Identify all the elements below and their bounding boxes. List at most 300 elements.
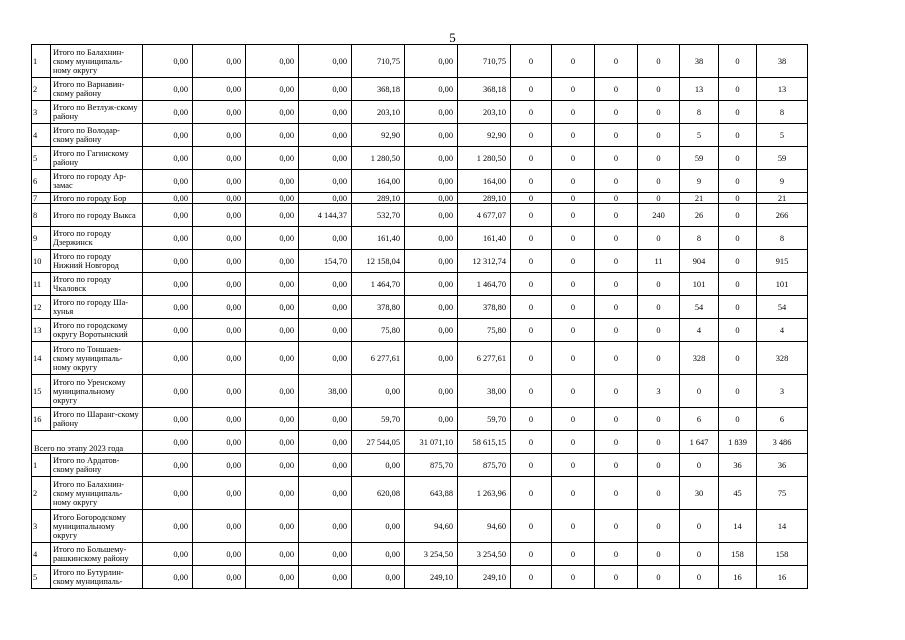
cell-col-11: 0 bbox=[638, 510, 680, 543]
cell-col-11: 0 bbox=[638, 431, 680, 454]
cell-col-6: 0,00 bbox=[405, 147, 458, 170]
cell-col-14: 328 bbox=[757, 342, 808, 375]
cell-col-12: 5 bbox=[680, 124, 719, 147]
cell-col-3: 0,00 bbox=[246, 78, 299, 101]
cell-col-9: 0 bbox=[552, 204, 595, 227]
cell-col-8: 0 bbox=[511, 454, 552, 477]
cell-col-13: 45 bbox=[719, 477, 757, 510]
cell-col-7: 58 615,15 bbox=[458, 431, 511, 454]
table-row bbox=[32, 510, 808, 543]
cell-col-4: 38,00 bbox=[299, 375, 352, 408]
cell-col-1: 0,00 bbox=[143, 124, 193, 147]
cell-col-4: 0,00 bbox=[299, 124, 352, 147]
cell-col-5: 0,00 bbox=[352, 566, 405, 589]
cell-col-14: 3 bbox=[757, 375, 808, 408]
cell-col-2: 0,00 bbox=[193, 193, 246, 204]
cell-col-5: 1 464,70 bbox=[352, 273, 405, 296]
cell-col-6: 0,00 bbox=[405, 375, 458, 408]
cell-col-1: 0,00 bbox=[143, 543, 193, 566]
cell-col-10: 0 bbox=[595, 78, 638, 101]
cell-col-7: 249,10 bbox=[458, 566, 511, 589]
cell-col-9: 0 bbox=[552, 147, 595, 170]
row-name: Итого по Ветлуж-скому району bbox=[51, 101, 143, 124]
cell-col-12: 8 bbox=[680, 101, 719, 124]
cell-col-12: 328 bbox=[680, 342, 719, 375]
cell-col-2: 0,00 bbox=[193, 124, 246, 147]
cell-col-11: 0 bbox=[638, 124, 680, 147]
cell-col-12: 30 bbox=[680, 477, 719, 510]
cell-col-6: 0,00 bbox=[405, 319, 458, 342]
cell-col-10: 0 bbox=[595, 408, 638, 431]
cell-col-5: 378,80 bbox=[352, 296, 405, 319]
cell-col-2: 0,00 bbox=[193, 227, 246, 250]
cell-col-3: 0,00 bbox=[246, 101, 299, 124]
table-row bbox=[32, 78, 808, 101]
cell-col-9: 0 bbox=[552, 454, 595, 477]
cell-col-12: 0 bbox=[680, 375, 719, 408]
row-name: Итого по Уренскому муниципальному округу bbox=[51, 375, 143, 408]
cell-col-1: 0,00 bbox=[143, 170, 193, 193]
cell-col-3: 0,00 bbox=[246, 147, 299, 170]
cell-col-5: 532,70 bbox=[352, 204, 405, 227]
table-row bbox=[32, 227, 808, 250]
cell-col-10: 0 bbox=[595, 147, 638, 170]
cell-col-12: 4 bbox=[680, 319, 719, 342]
row-index: 15 bbox=[32, 375, 51, 408]
cell-col-12: 26 bbox=[680, 204, 719, 227]
cell-col-1: 0,00 bbox=[143, 510, 193, 543]
cell-col-11: 11 bbox=[638, 250, 680, 273]
cell-col-3: 0,00 bbox=[246, 45, 299, 78]
cell-col-12: 0 bbox=[680, 454, 719, 477]
cell-col-14: 101 bbox=[757, 273, 808, 296]
cell-col-9: 0 bbox=[552, 510, 595, 543]
cell-col-8: 0 bbox=[511, 431, 552, 454]
cell-col-14: 8 bbox=[757, 101, 808, 124]
cell-col-9: 0 bbox=[552, 296, 595, 319]
cell-col-5: 0,00 bbox=[352, 375, 405, 408]
cell-col-8: 0 bbox=[511, 147, 552, 170]
cell-col-1: 0,00 bbox=[143, 454, 193, 477]
cell-col-4: 0,00 bbox=[299, 147, 352, 170]
table-row bbox=[32, 296, 808, 319]
cell-col-8: 0 bbox=[511, 566, 552, 589]
cell-col-3: 0,00 bbox=[246, 273, 299, 296]
cell-col-4: 0,00 bbox=[299, 319, 352, 342]
cell-col-3: 0,00 bbox=[246, 170, 299, 193]
cell-col-5: 710,75 bbox=[352, 45, 405, 78]
cell-col-10: 0 bbox=[595, 124, 638, 147]
cell-col-13: 0 bbox=[719, 375, 757, 408]
cell-col-11: 0 bbox=[638, 227, 680, 250]
cell-col-14: 3 486 bbox=[757, 431, 808, 454]
cell-col-6: 0,00 bbox=[405, 78, 458, 101]
cell-col-13: 0 bbox=[719, 342, 757, 375]
cell-col-11: 0 bbox=[638, 170, 680, 193]
cell-col-6: 0,00 bbox=[405, 273, 458, 296]
cell-col-4: 0,00 bbox=[299, 431, 352, 454]
cell-col-11: 0 bbox=[638, 566, 680, 589]
cell-col-2: 0,00 bbox=[193, 250, 246, 273]
row-name: Итого по городу Нижний Новгород bbox=[51, 250, 143, 273]
cell-col-7: 368,18 bbox=[458, 78, 511, 101]
cell-col-4: 0,00 bbox=[299, 78, 352, 101]
cell-col-12: 13 bbox=[680, 78, 719, 101]
cell-col-6: 0,00 bbox=[405, 408, 458, 431]
cell-col-12: 1 647 bbox=[680, 431, 719, 454]
cell-col-11: 0 bbox=[638, 193, 680, 204]
cell-col-6: 0,00 bbox=[405, 170, 458, 193]
cell-col-2: 0,00 bbox=[193, 101, 246, 124]
cell-col-9: 0 bbox=[552, 342, 595, 375]
row-name: Итого по городу Чкаловск bbox=[51, 273, 143, 296]
cell-col-13: 0 bbox=[719, 147, 757, 170]
cell-col-12: 21 bbox=[680, 193, 719, 204]
cell-col-3: 0,00 bbox=[246, 510, 299, 543]
cell-col-8: 0 bbox=[511, 204, 552, 227]
cell-col-14: 14 bbox=[757, 510, 808, 543]
cell-col-5: 161,40 bbox=[352, 227, 405, 250]
cell-col-9: 0 bbox=[552, 45, 595, 78]
cell-col-6: 0,00 bbox=[405, 342, 458, 375]
table-row bbox=[32, 454, 808, 477]
cell-col-6: 31 071,10 bbox=[405, 431, 458, 454]
row-name: Итого по Шаранг-скому району bbox=[51, 408, 143, 431]
cell-col-7: 92,90 bbox=[458, 124, 511, 147]
row-index: 14 bbox=[32, 342, 51, 375]
row-name: Итого по городу Бор bbox=[51, 193, 143, 204]
cell-col-10: 0 bbox=[595, 273, 638, 296]
row-index: 9 bbox=[32, 227, 51, 250]
cell-col-11: 0 bbox=[638, 78, 680, 101]
row-index: 3 bbox=[32, 101, 51, 124]
cell-col-5: 203,10 bbox=[352, 101, 405, 124]
cell-col-10: 0 bbox=[595, 45, 638, 78]
cell-col-10: 0 bbox=[595, 510, 638, 543]
cell-col-3: 0,00 bbox=[246, 227, 299, 250]
cell-col-2: 0,00 bbox=[193, 45, 246, 78]
cell-col-9: 0 bbox=[552, 566, 595, 589]
cell-col-4: 0,00 bbox=[299, 342, 352, 375]
cell-col-10: 0 bbox=[595, 193, 638, 204]
table-row bbox=[32, 273, 808, 296]
cell-col-4: 0,00 bbox=[299, 193, 352, 204]
cell-col-4: 0,00 bbox=[299, 101, 352, 124]
page-number: 5 bbox=[449, 30, 456, 45]
cell-col-9: 0 bbox=[552, 319, 595, 342]
cell-col-8: 0 bbox=[511, 510, 552, 543]
cell-col-3: 0,00 bbox=[246, 431, 299, 454]
cell-col-11: 0 bbox=[638, 101, 680, 124]
cell-col-6: 0,00 bbox=[405, 193, 458, 204]
cell-col-13: 0 bbox=[719, 78, 757, 101]
cell-col-9: 0 bbox=[552, 250, 595, 273]
cell-col-6: 0,00 bbox=[405, 250, 458, 273]
cell-col-3: 0,00 bbox=[246, 566, 299, 589]
cell-col-13: 0 bbox=[719, 273, 757, 296]
cell-col-11: 0 bbox=[638, 408, 680, 431]
cell-col-4: 0,00 bbox=[299, 408, 352, 431]
row-name: Итого по городу Выкса bbox=[51, 204, 143, 227]
cell-col-8: 0 bbox=[511, 375, 552, 408]
cell-col-7: 75,80 bbox=[458, 319, 511, 342]
row-name: Итого по Тоншаев-скому муниципаль-ному округу bbox=[51, 342, 143, 375]
table-row bbox=[32, 250, 808, 273]
cell-col-14: 915 bbox=[757, 250, 808, 273]
row-index: 3 bbox=[32, 510, 51, 543]
row-name: Итого по Володар-скому району bbox=[51, 124, 143, 147]
cell-col-4: 0,00 bbox=[299, 566, 352, 589]
row-name: Итого по городу Дзержинск bbox=[51, 227, 143, 250]
cell-col-5: 0,00 bbox=[352, 543, 405, 566]
cell-col-14: 8 bbox=[757, 227, 808, 250]
cell-col-5: 1 280,50 bbox=[352, 147, 405, 170]
cell-col-6: 0,00 bbox=[405, 124, 458, 147]
cell-col-3: 0,00 bbox=[246, 250, 299, 273]
row-index: 1 bbox=[32, 454, 51, 477]
cell-col-2: 0,00 bbox=[193, 170, 246, 193]
cell-col-5: 0,00 bbox=[352, 454, 405, 477]
cell-col-2: 0,00 bbox=[193, 319, 246, 342]
cell-col-14: 36 bbox=[757, 454, 808, 477]
cell-col-2: 0,00 bbox=[193, 408, 246, 431]
data-table bbox=[31, 44, 808, 589]
cell-col-3: 0,00 bbox=[246, 477, 299, 510]
cell-col-1: 0,00 bbox=[143, 342, 193, 375]
cell-col-5: 0,00 bbox=[352, 510, 405, 543]
row-index: 11 bbox=[32, 273, 51, 296]
table-row bbox=[32, 170, 808, 193]
cell-col-4: 0,00 bbox=[299, 543, 352, 566]
cell-col-14: 59 bbox=[757, 147, 808, 170]
cell-col-2: 0,00 bbox=[193, 431, 246, 454]
cell-col-9: 0 bbox=[552, 408, 595, 431]
cell-col-13: 158 bbox=[719, 543, 757, 566]
table-row bbox=[32, 45, 808, 78]
cell-col-3: 0,00 bbox=[246, 204, 299, 227]
cell-col-2: 0,00 bbox=[193, 566, 246, 589]
row-index: 2 bbox=[32, 477, 51, 510]
table-row bbox=[32, 204, 808, 227]
cell-col-4: 4 144,37 bbox=[299, 204, 352, 227]
cell-col-2: 0,00 bbox=[193, 296, 246, 319]
cell-col-13: 0 bbox=[719, 296, 757, 319]
cell-col-1: 0,00 bbox=[143, 273, 193, 296]
cell-col-6: 0,00 bbox=[405, 45, 458, 78]
cell-col-13: 0 bbox=[719, 124, 757, 147]
cell-col-4: 0,00 bbox=[299, 510, 352, 543]
cell-col-12: 0 bbox=[680, 566, 719, 589]
cell-col-7: 6 277,61 bbox=[458, 342, 511, 375]
cell-col-2: 0,00 bbox=[193, 147, 246, 170]
cell-col-4: 0,00 bbox=[299, 45, 352, 78]
cell-col-4: 0,00 bbox=[299, 477, 352, 510]
cell-col-11: 3 bbox=[638, 375, 680, 408]
cell-col-11: 0 bbox=[638, 273, 680, 296]
cell-col-12: 54 bbox=[680, 296, 719, 319]
row-index: 5 bbox=[32, 566, 51, 589]
cell-col-8: 0 bbox=[511, 45, 552, 78]
cell-col-1: 0,00 bbox=[143, 296, 193, 319]
cell-col-2: 0,00 bbox=[193, 375, 246, 408]
cell-col-7: 1 263,96 bbox=[458, 477, 511, 510]
cell-col-11: 0 bbox=[638, 477, 680, 510]
cell-col-10: 0 bbox=[595, 101, 638, 124]
cell-col-7: 289,10 bbox=[458, 193, 511, 204]
cell-col-8: 0 bbox=[511, 124, 552, 147]
cell-col-2: 0,00 bbox=[193, 477, 246, 510]
cell-col-6: 875,70 bbox=[405, 454, 458, 477]
cell-col-13: 0 bbox=[719, 250, 757, 273]
table-row bbox=[32, 319, 808, 342]
total-label: Всего по этапу 2023 года bbox=[32, 431, 143, 454]
cell-col-5: 289,10 bbox=[352, 193, 405, 204]
row-index: 12 bbox=[32, 296, 51, 319]
cell-col-9: 0 bbox=[552, 124, 595, 147]
cell-col-10: 0 bbox=[595, 250, 638, 273]
cell-col-7: 203,10 bbox=[458, 101, 511, 124]
cell-col-11: 240 bbox=[638, 204, 680, 227]
row-name: Итого по городу Ша-хунья bbox=[51, 296, 143, 319]
cell-col-7: 161,40 bbox=[458, 227, 511, 250]
cell-col-7: 378,80 bbox=[458, 296, 511, 319]
cell-col-5: 368,18 bbox=[352, 78, 405, 101]
row-name: Итого по Балахнин-скому муниципаль-ному округу bbox=[51, 45, 143, 78]
table-row bbox=[32, 543, 808, 566]
row-index: 7 bbox=[32, 193, 51, 204]
cell-col-9: 0 bbox=[552, 375, 595, 408]
cell-col-13: 0 bbox=[719, 45, 757, 78]
cell-col-14: 16 bbox=[757, 566, 808, 589]
row-name: Итого по Варнавин-скому району bbox=[51, 78, 143, 101]
cell-col-4: 0,00 bbox=[299, 227, 352, 250]
cell-col-10: 0 bbox=[595, 543, 638, 566]
cell-col-9: 0 bbox=[552, 101, 595, 124]
cell-col-4: 0,00 bbox=[299, 273, 352, 296]
cell-col-1: 0,00 bbox=[143, 375, 193, 408]
cell-col-13: 0 bbox=[719, 408, 757, 431]
cell-col-3: 0,00 bbox=[246, 342, 299, 375]
cell-col-11: 0 bbox=[638, 454, 680, 477]
cell-col-12: 904 bbox=[680, 250, 719, 273]
cell-col-13: 14 bbox=[719, 510, 757, 543]
row-index: 10 bbox=[32, 250, 51, 273]
cell-col-8: 0 bbox=[511, 193, 552, 204]
cell-col-1: 0,00 bbox=[143, 250, 193, 273]
cell-col-9: 0 bbox=[552, 170, 595, 193]
row-name: Итого по Балахнин-скому муниципаль-ному округу bbox=[51, 477, 143, 510]
cell-col-14: 13 bbox=[757, 78, 808, 101]
table-row bbox=[32, 124, 808, 147]
cell-col-12: 38 bbox=[680, 45, 719, 78]
cell-col-7: 1 280,50 bbox=[458, 147, 511, 170]
cell-col-10: 0 bbox=[595, 375, 638, 408]
cell-col-13: 0 bbox=[719, 227, 757, 250]
cell-col-12: 8 bbox=[680, 227, 719, 250]
row-name: Итого по Ардатов-скому району bbox=[51, 454, 143, 477]
cell-col-5: 27 544,05 bbox=[352, 431, 405, 454]
cell-col-12: 9 bbox=[680, 170, 719, 193]
cell-col-6: 0,00 bbox=[405, 204, 458, 227]
cell-col-10: 0 bbox=[595, 342, 638, 375]
cell-col-8: 0 bbox=[511, 342, 552, 375]
cell-col-13: 16 bbox=[719, 566, 757, 589]
cell-col-1: 0,00 bbox=[143, 566, 193, 589]
cell-col-9: 0 bbox=[552, 273, 595, 296]
table-row bbox=[32, 147, 808, 170]
cell-col-13: 0 bbox=[719, 101, 757, 124]
cell-col-3: 0,00 bbox=[246, 296, 299, 319]
cell-col-7: 3 254,50 bbox=[458, 543, 511, 566]
cell-col-2: 0,00 bbox=[193, 454, 246, 477]
table-row bbox=[32, 342, 808, 375]
row-name: Итого по Большему-рашкинскому району bbox=[51, 543, 143, 566]
cell-col-14: 6 bbox=[757, 408, 808, 431]
cell-col-13: 36 bbox=[719, 454, 757, 477]
row-name: Итого по Бутурлин-скому муниципаль- bbox=[51, 566, 143, 589]
cell-col-10: 0 bbox=[595, 566, 638, 589]
cell-col-14: 266 bbox=[757, 204, 808, 227]
cell-col-2: 0,00 bbox=[193, 273, 246, 296]
row-index: 2 bbox=[32, 78, 51, 101]
cell-col-4: 0,00 bbox=[299, 170, 352, 193]
row-index: 4 bbox=[32, 543, 51, 566]
cell-col-9: 0 bbox=[552, 227, 595, 250]
cell-col-6: 643,88 bbox=[405, 477, 458, 510]
cell-col-3: 0,00 bbox=[246, 454, 299, 477]
cell-col-9: 0 bbox=[552, 78, 595, 101]
cell-col-14: 75 bbox=[757, 477, 808, 510]
cell-col-8: 0 bbox=[511, 408, 552, 431]
cell-col-8: 0 bbox=[511, 319, 552, 342]
cell-col-11: 0 bbox=[638, 296, 680, 319]
cell-col-11: 0 bbox=[638, 45, 680, 78]
cell-col-6: 0,00 bbox=[405, 101, 458, 124]
cell-col-5: 12 158,04 bbox=[352, 250, 405, 273]
cell-col-2: 0,00 bbox=[193, 204, 246, 227]
cell-col-7: 94,60 bbox=[458, 510, 511, 543]
cell-col-12: 59 bbox=[680, 147, 719, 170]
cell-col-9: 0 bbox=[552, 543, 595, 566]
cell-col-14: 38 bbox=[757, 45, 808, 78]
cell-col-11: 0 bbox=[638, 342, 680, 375]
cell-col-8: 0 bbox=[511, 101, 552, 124]
cell-col-7: 1 464,70 bbox=[458, 273, 511, 296]
cell-col-5: 75,80 bbox=[352, 319, 405, 342]
cell-col-7: 164,00 bbox=[458, 170, 511, 193]
total-row bbox=[32, 431, 808, 454]
table-row bbox=[32, 101, 808, 124]
cell-col-5: 164,00 bbox=[352, 170, 405, 193]
row-name: Итого по Гагинскому району bbox=[51, 147, 143, 170]
cell-col-9: 0 bbox=[552, 477, 595, 510]
row-name: Итого Богородскому муниципальному округу bbox=[51, 510, 143, 543]
cell-col-8: 0 bbox=[511, 296, 552, 319]
cell-col-7: 59,70 bbox=[458, 408, 511, 431]
cell-col-11: 0 bbox=[638, 147, 680, 170]
cell-col-8: 0 bbox=[511, 78, 552, 101]
cell-col-6: 3 254,50 bbox=[405, 543, 458, 566]
cell-col-8: 0 bbox=[511, 227, 552, 250]
cell-col-6: 0,00 bbox=[405, 227, 458, 250]
cell-col-13: 0 bbox=[719, 204, 757, 227]
cell-col-4: 0,00 bbox=[299, 454, 352, 477]
cell-col-14: 158 bbox=[757, 543, 808, 566]
cell-col-14: 9 bbox=[757, 170, 808, 193]
cell-col-1: 0,00 bbox=[143, 477, 193, 510]
cell-col-1: 0,00 bbox=[143, 204, 193, 227]
row-index: 16 bbox=[32, 408, 51, 431]
